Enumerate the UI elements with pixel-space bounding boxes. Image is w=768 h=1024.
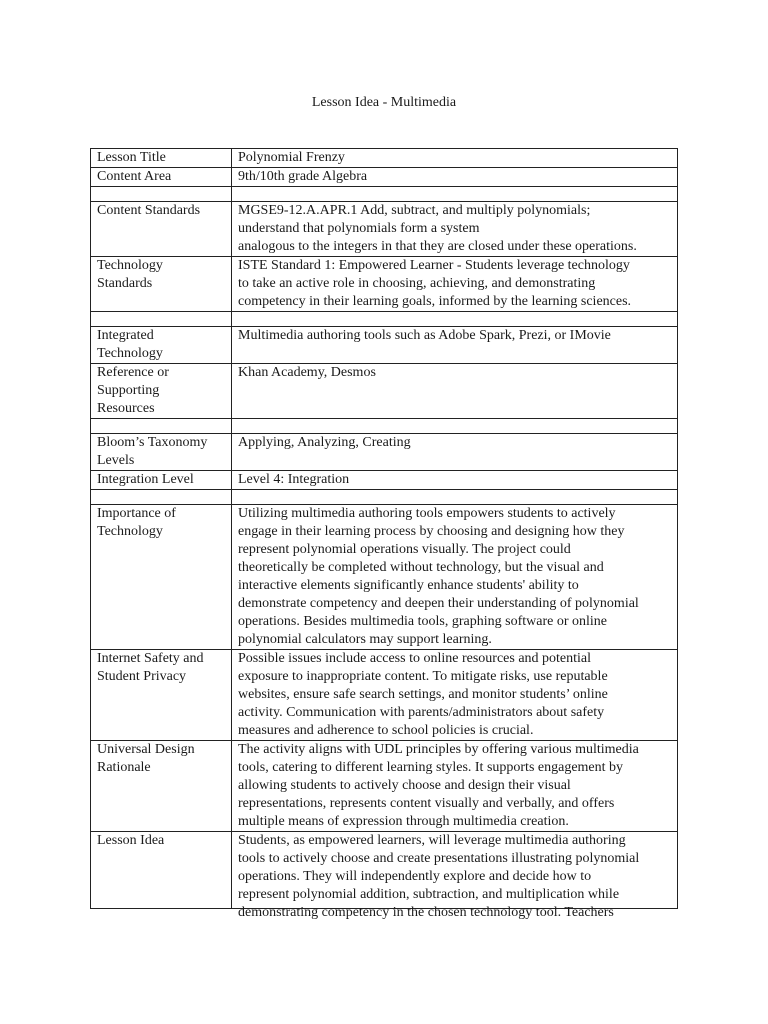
table-row-lesson-idea bbox=[91, 832, 678, 909]
table-row-technology-standards bbox=[91, 257, 678, 312]
universal-design-label bbox=[91, 741, 232, 832]
text-line: competency in their learning goals, informed by the learning sciences. bbox=[238, 294, 632, 309]
blank-cell bbox=[232, 312, 678, 327]
label-line: Levels bbox=[97, 453, 135, 468]
label-line: Importance of bbox=[97, 506, 176, 521]
lesson-idea-text bbox=[238, 832, 671, 920]
text-line: operations. They will independently explore and decide how to bbox=[238, 869, 592, 884]
text-line: exposure to inappropriate content. To mitigate risks, use reputable bbox=[238, 669, 608, 684]
table-row-blank bbox=[91, 187, 678, 202]
lesson-title-value: Polynomial Frenzy bbox=[232, 149, 678, 168]
blank-cell bbox=[232, 490, 678, 505]
table-row-internet-safety bbox=[91, 650, 678, 741]
text-line: theoretically be completed without technology, but the visual and bbox=[238, 560, 604, 575]
blank-cell bbox=[91, 312, 232, 327]
text-line: operations. Besides multimedia tools, graphing software or online bbox=[238, 614, 607, 629]
label-line: Rationale bbox=[97, 760, 151, 775]
integration-level-label: Integration Level bbox=[91, 471, 232, 490]
table-row-integrated-technology bbox=[91, 327, 678, 364]
table-row-reference-resources bbox=[91, 364, 678, 419]
text-line: websites, ensure safe search settings, and monitor students’ online bbox=[238, 687, 608, 702]
blank-cell bbox=[91, 490, 232, 505]
blooms-taxonomy-value: Applying, Analyzing, Creating bbox=[232, 434, 678, 471]
blank-cell bbox=[91, 419, 232, 434]
text-line: analogous to the integers in that they are closed under these operations. bbox=[238, 239, 637, 254]
text-line: tools, catering to different learning styles. It supports engagement by bbox=[238, 760, 624, 775]
lesson-plan-table bbox=[90, 148, 678, 920]
text-line: multiple means of expression through multimedia creation. bbox=[238, 814, 569, 829]
table-row-content-area bbox=[91, 168, 678, 187]
label-line: Standards bbox=[97, 276, 153, 291]
table-row-blank bbox=[91, 312, 678, 327]
text-line: polynomial calculators may support learning. bbox=[238, 632, 492, 647]
internet-safety-label bbox=[91, 650, 232, 741]
text-line: to take an active role in choosing, achieving, and demonstrating bbox=[238, 276, 596, 291]
lesson-idea-value bbox=[232, 832, 678, 920]
text-line: demonstrate competency and deepen their understanding of polynomial bbox=[238, 596, 639, 611]
table-row-blank bbox=[91, 490, 678, 505]
reference-resources-value: Khan Academy, Desmos bbox=[232, 364, 678, 419]
text-line: Utilizing multimedia authoring tools empowers students to actively bbox=[238, 506, 616, 521]
table-row-blooms-taxonomy bbox=[91, 434, 678, 471]
label-line: Supporting bbox=[97, 383, 160, 398]
table-row-blank bbox=[91, 419, 678, 434]
integrated-technology-label bbox=[91, 327, 232, 364]
content-standards-label: Content Standards bbox=[91, 202, 232, 257]
importance-of-technology-value bbox=[232, 505, 678, 650]
label-line: Student Privacy bbox=[97, 669, 187, 684]
text-line: understand that polynomials form a system bbox=[238, 221, 480, 236]
universal-design-value bbox=[232, 741, 678, 832]
text-line: activity. Communication with parents/administrators about safety bbox=[238, 705, 605, 720]
blank-cell bbox=[232, 419, 678, 434]
label-line: Technology bbox=[97, 524, 163, 539]
label-line: Integrated bbox=[97, 328, 154, 343]
text-line: tools to actively choose and create presentations illustrating polynomial bbox=[238, 851, 640, 866]
label-line: Technology bbox=[97, 258, 163, 273]
label-line: Universal Design bbox=[97, 742, 195, 757]
table-row-integration-level bbox=[91, 471, 678, 490]
label-line: Technology bbox=[97, 346, 163, 361]
page-title: Lesson Idea - Multimedia bbox=[311, 95, 457, 110]
label-line: Resources bbox=[97, 401, 155, 416]
content-area-value: 9th/10th grade Algebra bbox=[232, 168, 678, 187]
lesson-title-label: Lesson Title bbox=[91, 149, 232, 168]
reference-resources-label bbox=[91, 364, 232, 419]
text-line: representations, represents content visually and verbally, and offers bbox=[238, 796, 615, 811]
text-line: Possible issues include access to online resources and potential bbox=[238, 651, 592, 666]
text-line: Students, as empowered learners, will leverage multimedia authoring bbox=[238, 833, 626, 848]
label-line: Reference or bbox=[97, 365, 169, 380]
text-line: represent polynomial operations visually. The project could bbox=[238, 542, 571, 557]
table-row-importance-of-technology bbox=[91, 505, 678, 650]
text-line: measures and adherence to school policies is crucial. bbox=[238, 723, 534, 738]
text-line: The activity aligns with UDL principles by offering various multimedia bbox=[238, 742, 639, 757]
technology-standards-label bbox=[91, 257, 232, 312]
label-line: Internet Safety and bbox=[97, 651, 204, 666]
text-line: allowing students to actively choose and design their visual bbox=[238, 778, 571, 793]
internet-safety-value bbox=[232, 650, 678, 741]
text-line: MGSE9-12.A.APR.1 Add, subtract, and multiply polynomials; bbox=[238, 203, 591, 218]
text-line: represent polynomial addition, subtraction, and multiplication while bbox=[238, 887, 620, 902]
content-standards-value bbox=[232, 202, 678, 257]
text-line: ISTE Standard 1: Empowered Learner - Students leverage technology bbox=[238, 258, 630, 273]
importance-of-technology-label bbox=[91, 505, 232, 650]
table-row-content-standards bbox=[91, 202, 678, 257]
table-row-lesson-title bbox=[91, 149, 678, 168]
technology-standards-value bbox=[232, 257, 678, 312]
text-line: engage in their learning process by choosing and designing how they bbox=[238, 524, 625, 539]
blank-cell bbox=[232, 187, 678, 202]
lesson-idea-label: Lesson Idea bbox=[91, 832, 232, 909]
integration-level-value: Level 4: Integration bbox=[232, 471, 678, 490]
table-row-universal-design bbox=[91, 741, 678, 832]
text-line: interactive elements significantly enhance students' ability to bbox=[238, 578, 579, 593]
text-line: demonstrating competency in the chosen technology tool. Teachers bbox=[238, 905, 614, 920]
content-area-label: Content Area bbox=[91, 168, 232, 187]
integrated-technology-value: Multimedia authoring tools such as Adobe Spark, Prezi, or IMovie bbox=[232, 327, 678, 364]
blank-cell bbox=[91, 187, 232, 202]
blooms-taxonomy-label bbox=[91, 434, 232, 471]
label-line: Bloom’s Taxonomy bbox=[97, 435, 208, 450]
